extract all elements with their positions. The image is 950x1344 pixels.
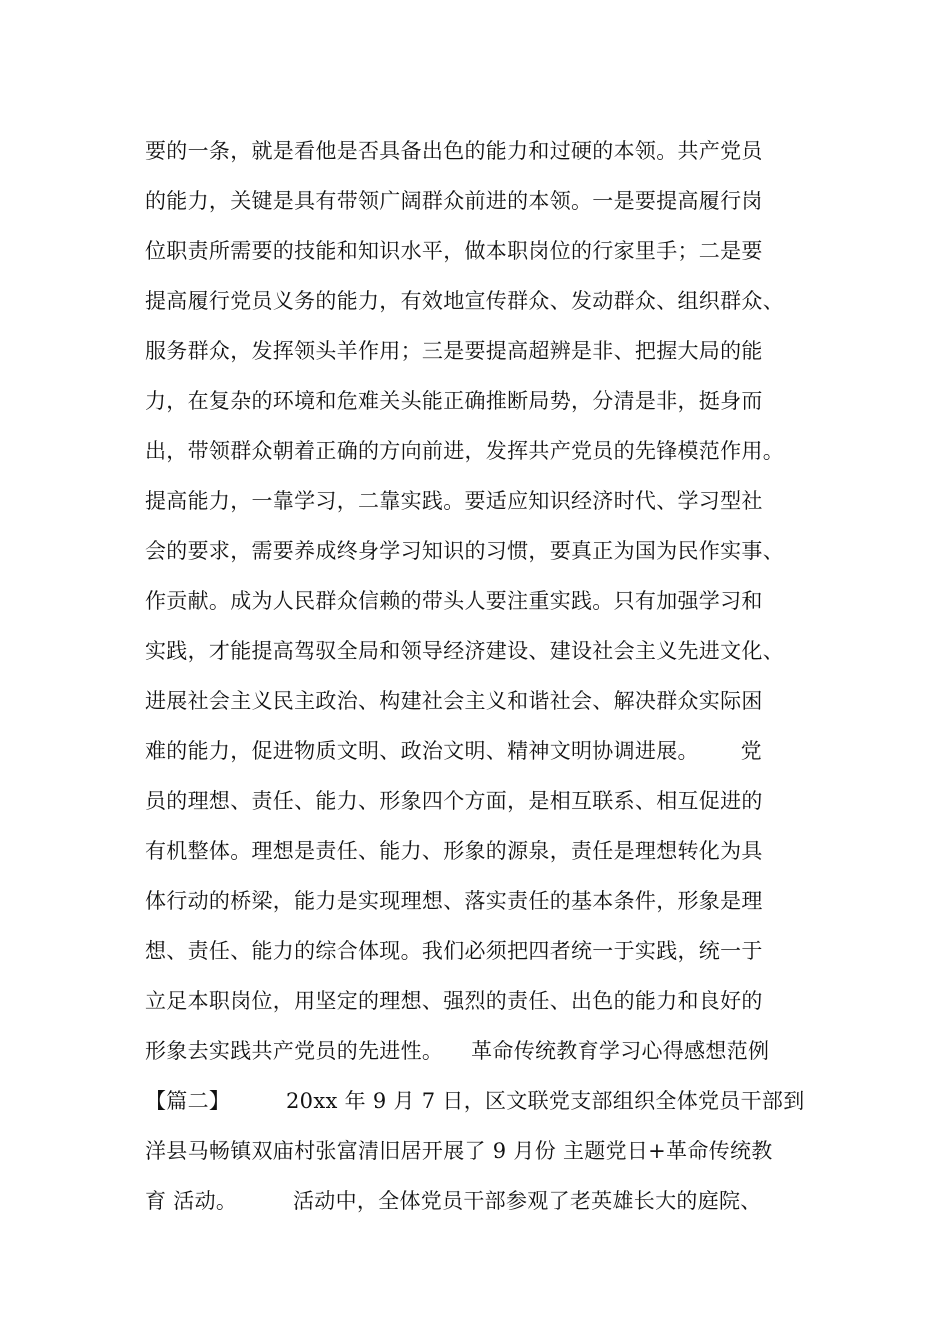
text-line: 体行动的桥梁，能力是实现理想、落实责任的基本条件，形象是理	[145, 889, 763, 913]
text-line: 想、责任、能力的综合体现。我们必须把四者统一于实践，统一于	[145, 939, 763, 963]
text-line: 形象去实践共产党员的先进性。 革命传统教育学习心得感想范例	[145, 1039, 770, 1063]
text-line: 难的能力，促进物质文明、政治文明、精神文明协调进展。 党	[145, 739, 762, 763]
text-line: 的能力，关键是具有带领广阔群众前进的本领。一是要提高履行岗	[145, 189, 763, 213]
text-line: 进展社会主义民主政治、构建社会主义和谐社会、解决群众实际困	[145, 689, 763, 713]
text-line: 提高能力，一靠学习，二靠实践。要适应知识经济时代、学习型社	[145, 489, 763, 513]
text-line: 作贡献。成为人民群众信赖的带头人要注重实践。只有加强学习和	[145, 589, 763, 613]
text-line: 洋县马畅镇双庙村张富清旧居开展了 9 月份 主题党日+革命传统教	[145, 1139, 773, 1163]
text-line: 【篇二】 20xx 年 9 月 7 日，区文联党支部组织全体党员干部到	[145, 1089, 805, 1113]
text-line: 要的一条，就是看他是否具备出色的能力和过硬的本领。共产党员	[145, 139, 763, 163]
text-line: 提高履行党员义务的能力，有效地宣传群众、发动群众、组织群众、	[145, 289, 784, 313]
text-line: 出，带领群众朝着正确的方向前进，发挥共产党员的先锋模范作用。	[145, 439, 784, 463]
text-line: 位职责所需要的技能和知识水平，做本职岗位的行家里手；二是要	[145, 239, 763, 263]
text-line: 员的理想、责任、能力、形象四个方面，是相互联系、相互促进的	[145, 789, 763, 813]
text-line: 服务群众，发挥领头羊作用；三是要提高超辨是非、把握大局的能	[145, 339, 763, 363]
text-line: 立足本职岗位，用坚定的理想、强烈的责任、出色的能力和良好的	[145, 989, 763, 1013]
text-line: 实践，才能提高驾驭全局和领导经济建设、建设社会主义先进文化、	[145, 639, 784, 663]
text-line: 力，在复杂的环境和危难关头能正确推断局势，分清是非，挺身而	[145, 389, 763, 413]
text-line: 有机整体。理想是责任、能力、形象的源泉，责任是理想转化为具	[145, 839, 763, 863]
text-line: 会的要求，需要养成终身学习知识的习惯，要真正为国为民作实事、	[145, 539, 784, 563]
text-line: 育 活动。 活动中，全体党员干部参观了老英雄长大的庭院、	[145, 1189, 762, 1213]
